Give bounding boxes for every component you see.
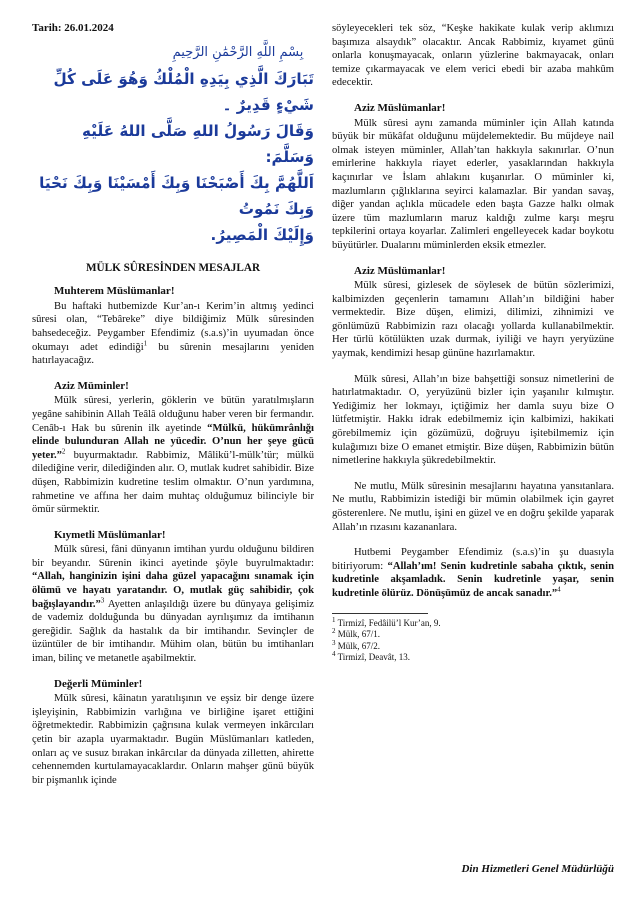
paragraph [32, 300, 314, 368]
paragraph: Ne mutlu, Mülk sûresinin mesajlarını hayatına yansıtanlara. Ne mutlu, Rabbimizin istediği bir mümin olabilmek için gayret gösterenlere. Ne mutlu, işini en güzel ve en doğru şekilde yaparak Allah’ın rızasını kazananlara. [332, 480, 614, 533]
paragraph [32, 394, 314, 516]
footnote-ref: 1 [143, 339, 148, 348]
footnote: $^4$ Tirmizî, Deavât, 13. [332, 650, 411, 663]
dua-quote: “Allah’ım! Senin kudretinle sabaha çıktık, senin kudretinle akşamladık. Senin kudretinle yaşar, senin kudretinle ölürüz. Dönüşümüz de ancak sanadır.” [332, 560, 614, 599]
section-heading: Aziz Müminler! [54, 379, 129, 392]
paragraph-text: Mülk sûresi, yerlerin, göklerin ve bütün yaratılmışların yegâne sahibinin Allah Teâlâ olduğunu haber veren bir fermandır. Cenâb-ı Hak bu sûrenin ilk ayetinde [32, 395, 314, 434]
arabic-dua-line: اَللَّهُمَّ بِكَ أَصْبَحْنَا وَبِكَ أَمْسَيْنَا وَبِكَ نَحْيَا وَبِكَ نَمُوتُ [39, 173, 314, 218]
paragraph-text: Mülk sûresi, fâni dünyanın imtihan yurdu olduğunu bildiren bir beyandır. Sûrenin ikinci ayetinde şöyle buyrulmaktadır: [32, 544, 314, 569]
verse-quote: “Allah, hanginizin işini daha güzel yapacağını sınamak için ölümü ve hayatı yaratandır. O, mutlak güç sahibidir, çok bağışlayandır.” [32, 571, 314, 610]
paragraph-text: Bu haftaki hutbemizde Kur’an-ı Kerim’in altmış yedinci sûresi olan, “Tebâreke” diye bildiğimiz Mülk sûresinden bahsedeceğiz. Peygamber Efendimiz (s.a.s)’in uyumadan önce okumayı adet edindiği [32, 300, 314, 353]
section-heading: Aziz Müslümanlar! [354, 264, 446, 277]
paragraph: söyleyecekleri tek söz, “Keşke hakikate kulak verip aklımızı başımıza alsaydık” olacaktır. Ancak Rabbimiz, kıyamet günü onlarla konuşmayacak, onların yüzlerine bakmayacak, onları temize çıkarmayacak ve elem verici ebedi bir azaba mahkûm edecektir. [332, 23, 614, 89]
left-column [32, 22, 314, 799]
section-heading: Aziz Müslümanlar! [354, 101, 446, 114]
paragraph-text: bu sûrenin mesajlarını yeniden hatırlayacağız. [32, 341, 315, 367]
paragraph: Mülk sûresi, gizlesek de söylesek de bütün sözlerimizi, kalbimizden geçenlerin tamamını Allah’ın bildiğini haber vermektedir. Bize düşen, elimizi, dilimizi, zihnimizi ve gönlümüzü Rabbimizin razı olacağı yollarda kullanabilmektir. Her türlü kötülükten uzak durmak, iyiliği ve hayrı yeryüzüne yaymak, kendimizi hesap gününe hazırlamaktır. [332, 280, 614, 360]
closing-paragraph [332, 546, 614, 600]
bismillah-calligraphy: بِسْمِ اللَّهِ الرَّحْمَٰنِ الرَّحِيمِ [172, 44, 304, 60]
paragraph-text: Hutbemi Peygamber Efendimiz (s.a.s)’in şu duasıyla bitiriyorum: [332, 547, 614, 572]
date-label: Tarih: 26.01.2024 [32, 22, 114, 34]
arabic-text-block [38, 66, 314, 248]
arabic-verse-line: تَبَارَكَ الَّذِي بِيَدِهِ الْمُلْكُ وَهُوَ عَلَى كُلِّ شَيْءٍ قَدِيرٌ ۔ [53, 69, 314, 114]
arabic-hadith-intro: وَقَالَ رَسُولُ اللهِ صَلَّى اللهُ عَلَيْهِ وَسَلَّمَ: [82, 121, 314, 166]
paragraph: Mülk sûresi, Allah’ın bize bahşettiği sonsuz nimetlerini de hatırlatmaktadır. O, yeryüzünü bizler için yaşanılır kılmıştır. Yediğimiz her lokmayı, içtiğimiz her damla suyu bize O lütfetmiştir. Hakkı idrak edebilmemiz için kalbimizi, hakikati görebilmemiz için gözümüzü, doğruyu işitebilmemiz için kulağımızı bize O emanet etmiştir. Bize düşen, Rabbimizin bütün nimetlerine hakkıyla şükredebilmektir. [332, 373, 614, 467]
paragraph [32, 543, 314, 665]
footnote-ref: 2 [61, 447, 66, 456]
section-heading: Değerli Müminler! [54, 677, 143, 690]
right-column [332, 22, 614, 664]
footnote-separator [332, 613, 428, 614]
paragraph: Mülk sûresi, kâinatın yaratılışının ve eşsiz bir denge üzere işleyişinin, Rabbimizin varlığına ve birliğine işaret ettiğini öğretmektedir. Rabbimizin çağrısına kulak vermeyen inkârcıları çetin bir azapla uyarmaktadır. Bugün Müslümanları katleden, onları aç ve susuz bırakan inkârcılar da dünyada zilletten, ahirette cehennemden kurtulamayacaklardır. Onların mahşer günü büyük bir pişmanlık içinde [32, 693, 314, 786]
footnote: $^2$ Mülk, 67/1. [332, 627, 381, 640]
signature: Din Hizmetleri Genel Müdürlüğü [461, 863, 614, 875]
footnote-ref: 4 [557, 585, 561, 594]
verse-quote: “Mülkü, hükümrânlığı elinde bulunduran Allah ne yücedir. O’nun her şeye gücü yeter.” [32, 422, 314, 461]
section-heading: Kıymetli Müslümanlar! [54, 528, 166, 541]
paragraph-text: Ayetten anlaşıldığı üzere bu dünyaya gelişimiz de vademiz dolduğunda bu dünyadan ayrılışımız da imtihanın gereğidir. Sağlık da hastalık da bir imtihandır. Sevinçler de üzüntüler de bir imtihandır. Mühim olan, bütün bu imtihanları iman, bilinç ve metanetle aşabilmektir. [32, 598, 314, 665]
paragraph-text: buyurmaktadır. Rabbimiz, Mâlikü’l-mülk’tür; mülkü dilediğine verir, dilediğinden alır. O, mutlak kudret sahibidir. Bize düşen, Rabbimizin kudretine teslim olmaktır. O’nun yardımına, rahmetine ve affına her daim muhtaç olduğumuz bilinciyle bir ömür sürmektir. [32, 449, 314, 516]
paragraph: Mülk sûresi aynı zamanda müminler için Allah katında büyük bir mükâfat olduğunu müjdelemektedir. Bu müjdeye nail olmak isteyen müminler, Allah’tan hakkıyla sakınırlar. O’nun emirlerine hakkıyla riayet ederler, yasaklarından hakkıyla kaçınırlar ve İslam ahlakını kuşanırlar. O müminler ki, mazlumların çığlıklarına seyirci kalamazlar. Bir yandan savaş, diğer yandan açlıkla mücadele eden başta Gazze halkı olmak üzere tüm mazlumların maruz kaldığı zulme karşı meşru tepkilerini ortaya koyarlar. Zalimleri engelleyecek kadar boykotu büyütürler. Dualarını müminlerden eksik etmezler. [332, 117, 614, 251]
footnote: $^1$ Tirmizî, Fedâilü’l Kur’an, 9. [332, 615, 441, 628]
footnote-ref: 3 [100, 596, 105, 605]
footnote: $^3$ Mülk, 67/2. [332, 638, 381, 651]
arabic-dua-end: وَإِلَيْكَ الْمَصِيرُ. [210, 225, 314, 244]
section-heading: Muhterem Müslümanlar! [54, 285, 175, 298]
sermon-title: MÜLK SÛRESİNDEN MESAJLAR [85, 261, 261, 274]
